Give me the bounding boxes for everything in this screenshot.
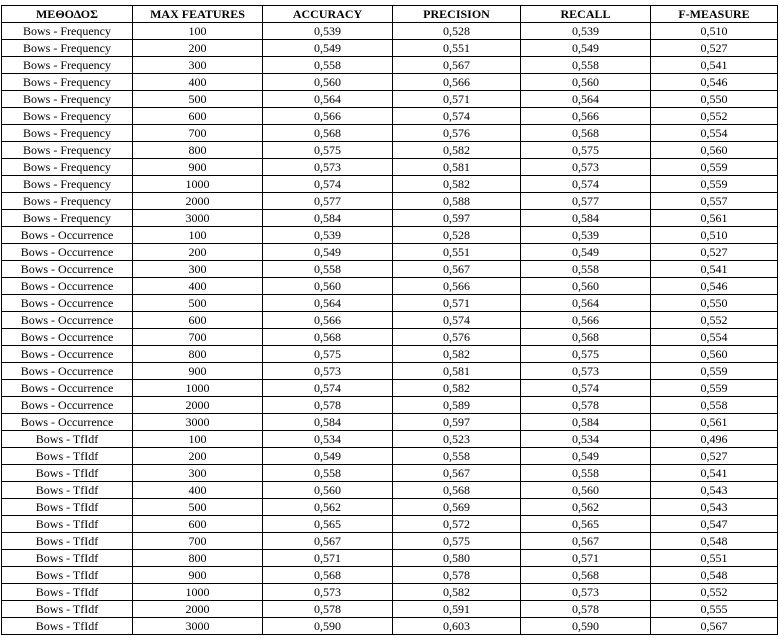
cell-precision: 0,571 [393, 91, 521, 108]
cell-recall: 0,573 [521, 159, 651, 176]
table-row [2, 346, 778, 363]
cell-accuracy: 0,539 [263, 227, 393, 244]
cell-method: Bows - Frequency [2, 125, 133, 142]
table-row [2, 550, 778, 567]
cell-accuracy: 0,573 [263, 584, 393, 601]
cell-recall: 0,566 [521, 108, 651, 125]
cell-f-measure: 0,547 [651, 516, 778, 533]
table-row [2, 210, 778, 227]
cell-f-measure: 0,560 [651, 346, 778, 363]
table-row [2, 584, 778, 601]
cell-max-features: 800 [133, 142, 263, 159]
cell-max-features: 3000 [133, 210, 263, 227]
cell-method: Bows - TfIdf [2, 516, 133, 533]
cell-f-measure: 0,552 [651, 584, 778, 601]
cell-precision: 0,582 [393, 380, 521, 397]
cell-accuracy: 0,575 [263, 346, 393, 363]
cell-recall: 0,565 [521, 516, 651, 533]
cell-accuracy: 0,564 [263, 295, 393, 312]
cell-accuracy: 0,571 [263, 550, 393, 567]
cell-precision: 0,591 [393, 601, 521, 618]
table-row [2, 57, 778, 74]
cell-recall: 0,578 [521, 397, 651, 414]
cell-f-measure: 0,527 [651, 448, 778, 465]
table-row [2, 40, 778, 57]
cell-max-features: 800 [133, 550, 263, 567]
cell-precision: 0,578 [393, 567, 521, 584]
cell-precision: 0,551 [393, 40, 521, 57]
cell-max-features: 500 [133, 91, 263, 108]
cell-accuracy: 0,560 [263, 74, 393, 91]
cell-accuracy: 0,568 [263, 567, 393, 584]
cell-f-measure: 0,559 [651, 176, 778, 193]
cell-recall: 0,584 [521, 210, 651, 227]
cell-accuracy: 0,574 [263, 176, 393, 193]
header-recall: RECALL [521, 6, 651, 23]
table-row [2, 227, 778, 244]
cell-max-features: 2000 [133, 397, 263, 414]
cell-max-features: 300 [133, 57, 263, 74]
cell-precision: 0,576 [393, 125, 521, 142]
cell-max-features: 100 [133, 227, 263, 244]
cell-precision: 0,551 [393, 244, 521, 261]
cell-f-measure: 0,559 [651, 380, 778, 397]
cell-precision: 0,582 [393, 142, 521, 159]
cell-method: Bows - Frequency [2, 159, 133, 176]
header-method: ΜΕΘΟΔΟΣ [2, 6, 133, 23]
cell-method: Bows - Occurrence [2, 295, 133, 312]
cell-accuracy: 0,562 [263, 499, 393, 516]
cell-recall: 0,560 [521, 278, 651, 295]
cell-recall: 0,560 [521, 74, 651, 91]
cell-method: Bows - Frequency [2, 23, 133, 40]
table-row [2, 380, 778, 397]
cell-max-features: 500 [133, 295, 263, 312]
cell-precision: 0,558 [393, 448, 521, 465]
table-row [2, 244, 778, 261]
table-row [2, 295, 778, 312]
cell-f-measure: 0,541 [651, 261, 778, 278]
cell-recall: 0,571 [521, 550, 651, 567]
cell-method: Bows - Frequency [2, 210, 133, 227]
cell-recall: 0,574 [521, 380, 651, 397]
cell-recall: 0,573 [521, 584, 651, 601]
cell-f-measure: 0,559 [651, 363, 778, 380]
cell-accuracy: 0,558 [263, 465, 393, 482]
cell-precision: 0,566 [393, 74, 521, 91]
cell-max-features: 1000 [133, 584, 263, 601]
cell-recall: 0,568 [521, 125, 651, 142]
table-row [2, 567, 778, 584]
cell-f-measure: 0,559 [651, 159, 778, 176]
cell-method: Bows - Frequency [2, 40, 133, 57]
cell-accuracy: 0,590 [263, 618, 393, 635]
cell-f-measure: 0,496 [651, 431, 778, 448]
cell-precision: 0,566 [393, 278, 521, 295]
results-table [1, 5, 778, 635]
cell-f-measure: 0,561 [651, 210, 778, 227]
cell-precision: 0,571 [393, 295, 521, 312]
cell-precision: 0,597 [393, 414, 521, 431]
cell-f-measure: 0,554 [651, 329, 778, 346]
cell-recall: 0,549 [521, 40, 651, 57]
cell-precision: 0,528 [393, 227, 521, 244]
cell-method: Bows - Occurrence [2, 346, 133, 363]
table-row [2, 261, 778, 278]
cell-recall: 0,539 [521, 23, 651, 40]
cell-max-features: 2000 [133, 601, 263, 618]
cell-precision: 0,603 [393, 618, 521, 635]
cell-f-measure: 0,546 [651, 278, 778, 295]
table-row [2, 533, 778, 550]
cell-f-measure: 0,554 [651, 125, 778, 142]
cell-f-measure: 0,548 [651, 533, 778, 550]
cell-method: Bows - Frequency [2, 74, 133, 91]
cell-accuracy: 0,560 [263, 482, 393, 499]
cell-recall: 0,573 [521, 363, 651, 380]
cell-max-features: 1000 [133, 380, 263, 397]
cell-max-features: 400 [133, 278, 263, 295]
cell-max-features: 800 [133, 346, 263, 363]
cell-precision: 0,582 [393, 584, 521, 601]
cell-recall: 0,590 [521, 618, 651, 635]
cell-f-measure: 0,541 [651, 57, 778, 74]
cell-f-measure: 0,557 [651, 193, 778, 210]
cell-precision: 0,567 [393, 261, 521, 278]
table-row [2, 278, 778, 295]
cell-recall: 0,568 [521, 567, 651, 584]
cell-max-features: 1000 [133, 176, 263, 193]
cell-accuracy: 0,549 [263, 448, 393, 465]
cell-f-measure: 0,541 [651, 465, 778, 482]
cell-accuracy: 0,568 [263, 125, 393, 142]
cell-f-measure: 0,543 [651, 482, 778, 499]
cell-accuracy: 0,584 [263, 210, 393, 227]
cell-f-measure: 0,561 [651, 414, 778, 431]
cell-recall: 0,549 [521, 448, 651, 465]
table-row [2, 23, 778, 40]
cell-recall: 0,560 [521, 482, 651, 499]
cell-method: Bows - TfIdf [2, 431, 133, 448]
cell-precision: 0,581 [393, 159, 521, 176]
cell-precision: 0,568 [393, 482, 521, 499]
cell-method: Bows - TfIdf [2, 533, 133, 550]
cell-accuracy: 0,568 [263, 329, 393, 346]
cell-precision: 0,574 [393, 312, 521, 329]
cell-method: Bows - TfIdf [2, 601, 133, 618]
cell-accuracy: 0,575 [263, 142, 393, 159]
cell-method: Bows - TfIdf [2, 448, 133, 465]
table-row [2, 312, 778, 329]
cell-f-measure: 0,550 [651, 295, 778, 312]
cell-method: Bows - Occurrence [2, 227, 133, 244]
cell-recall: 0,578 [521, 601, 651, 618]
cell-precision: 0,597 [393, 210, 521, 227]
table-row [2, 482, 778, 499]
cell-f-measure: 0,550 [651, 91, 778, 108]
cell-recall: 0,539 [521, 227, 651, 244]
table-row [2, 363, 778, 380]
header-f-measure: F-MEASURE [651, 6, 778, 23]
cell-accuracy: 0,565 [263, 516, 393, 533]
table-row [2, 125, 778, 142]
cell-f-measure: 0,552 [651, 108, 778, 125]
cell-recall: 0,584 [521, 414, 651, 431]
cell-accuracy: 0,534 [263, 431, 393, 448]
cell-method: Bows - Frequency [2, 142, 133, 159]
cell-precision: 0,582 [393, 176, 521, 193]
table-row [2, 159, 778, 176]
cell-f-measure: 0,510 [651, 23, 778, 40]
cell-max-features: 600 [133, 108, 263, 125]
cell-f-measure: 0,546 [651, 74, 778, 91]
cell-max-features: 600 [133, 516, 263, 533]
cell-method: Bows - Frequency [2, 176, 133, 193]
cell-max-features: 2000 [133, 193, 263, 210]
cell-precision: 0,567 [393, 465, 521, 482]
cell-accuracy: 0,577 [263, 193, 393, 210]
cell-recall: 0,575 [521, 142, 651, 159]
cell-max-features: 400 [133, 74, 263, 91]
cell-recall: 0,575 [521, 346, 651, 363]
cell-recall: 0,534 [521, 431, 651, 448]
cell-method: Bows - Occurrence [2, 329, 133, 346]
cell-f-measure: 0,552 [651, 312, 778, 329]
cell-max-features: 400 [133, 482, 263, 499]
cell-precision: 0,581 [393, 363, 521, 380]
cell-max-features: 900 [133, 159, 263, 176]
table-row [2, 618, 778, 635]
cell-f-measure: 0,548 [651, 567, 778, 584]
cell-max-features: 700 [133, 329, 263, 346]
cell-max-features: 600 [133, 312, 263, 329]
header-accuracy: ACCURACY [263, 6, 393, 23]
cell-recall: 0,558 [521, 465, 651, 482]
cell-precision: 0,572 [393, 516, 521, 533]
cell-method: Bows - Frequency [2, 108, 133, 125]
header-max-features: MAX FEATURES [133, 6, 263, 23]
cell-accuracy: 0,560 [263, 278, 393, 295]
cell-max-features: 900 [133, 363, 263, 380]
cell-recall: 0,574 [521, 176, 651, 193]
table-row [2, 142, 778, 159]
cell-max-features: 300 [133, 261, 263, 278]
cell-max-features: 3000 [133, 414, 263, 431]
cell-method: Bows - Occurrence [2, 278, 133, 295]
cell-precision: 0,582 [393, 346, 521, 363]
cell-recall: 0,558 [521, 57, 651, 74]
cell-recall: 0,564 [521, 295, 651, 312]
table-row [2, 414, 778, 431]
table-row [2, 74, 778, 91]
cell-accuracy: 0,549 [263, 40, 393, 57]
table-row [2, 465, 778, 482]
cell-method: Bows - Frequency [2, 91, 133, 108]
cell-accuracy: 0,573 [263, 159, 393, 176]
cell-accuracy: 0,573 [263, 363, 393, 380]
cell-method: Bows - Frequency [2, 193, 133, 210]
cell-precision: 0,528 [393, 23, 521, 40]
cell-method: Bows - Occurrence [2, 261, 133, 278]
cell-f-measure: 0,555 [651, 601, 778, 618]
cell-precision: 0,588 [393, 193, 521, 210]
cell-max-features: 700 [133, 125, 263, 142]
cell-max-features: 300 [133, 465, 263, 482]
cell-max-features: 700 [133, 533, 263, 550]
cell-method: Bows - TfIdf [2, 465, 133, 482]
cell-method: Bows - TfIdf [2, 482, 133, 499]
cell-precision: 0,580 [393, 550, 521, 567]
cell-accuracy: 0,566 [263, 312, 393, 329]
cell-recall: 0,558 [521, 261, 651, 278]
cell-f-measure: 0,551 [651, 550, 778, 567]
table-row [2, 448, 778, 465]
cell-accuracy: 0,578 [263, 397, 393, 414]
cell-accuracy: 0,558 [263, 261, 393, 278]
cell-recall: 0,564 [521, 91, 651, 108]
cell-f-measure: 0,527 [651, 40, 778, 57]
cell-method: Bows - TfIdf [2, 584, 133, 601]
table-row [2, 329, 778, 346]
cell-accuracy: 0,549 [263, 244, 393, 261]
cell-recall: 0,549 [521, 244, 651, 261]
cell-accuracy: 0,584 [263, 414, 393, 431]
cell-precision: 0,523 [393, 431, 521, 448]
cell-recall: 0,566 [521, 312, 651, 329]
cell-accuracy: 0,539 [263, 23, 393, 40]
cell-method: Bows - Occurrence [2, 312, 133, 329]
header-precision: PRECISION [393, 6, 521, 23]
cell-max-features: 100 [133, 431, 263, 448]
cell-precision: 0,589 [393, 397, 521, 414]
cell-precision: 0,576 [393, 329, 521, 346]
cell-f-measure: 0,510 [651, 227, 778, 244]
cell-recall: 0,562 [521, 499, 651, 516]
cell-max-features: 3000 [133, 618, 263, 635]
cell-method: Bows - TfIdf [2, 550, 133, 567]
cell-accuracy: 0,566 [263, 108, 393, 125]
cell-precision: 0,567 [393, 57, 521, 74]
cell-accuracy: 0,574 [263, 380, 393, 397]
cell-accuracy: 0,578 [263, 601, 393, 618]
cell-recall: 0,577 [521, 193, 651, 210]
table-row [2, 108, 778, 125]
header-row [2, 6, 778, 23]
cell-max-features: 900 [133, 567, 263, 584]
cell-f-measure: 0,543 [651, 499, 778, 516]
cell-method: Bows - TfIdf [2, 567, 133, 584]
table-header [2, 6, 778, 23]
cell-precision: 0,569 [393, 499, 521, 516]
cell-f-measure: 0,560 [651, 142, 778, 159]
cell-method: Bows - TfIdf [2, 618, 133, 635]
cell-f-measure: 0,527 [651, 244, 778, 261]
cell-max-features: 100 [133, 23, 263, 40]
cell-max-features: 200 [133, 244, 263, 261]
cell-recall: 0,568 [521, 329, 651, 346]
table-row [2, 193, 778, 210]
table-row [2, 91, 778, 108]
cell-recall: 0,567 [521, 533, 651, 550]
cell-accuracy: 0,567 [263, 533, 393, 550]
cell-max-features: 200 [133, 40, 263, 57]
cell-precision: 0,574 [393, 108, 521, 125]
cell-method: Bows - Occurrence [2, 414, 133, 431]
cell-method: Bows - Occurrence [2, 380, 133, 397]
cell-method: Bows - Occurrence [2, 363, 133, 380]
table-row [2, 499, 778, 516]
table-row [2, 431, 778, 448]
cell-max-features: 200 [133, 448, 263, 465]
cell-f-measure: 0,567 [651, 618, 778, 635]
table-row [2, 516, 778, 533]
cell-accuracy: 0,564 [263, 91, 393, 108]
table-body [2, 23, 778, 635]
table-row [2, 397, 778, 414]
cell-method: Bows - Frequency [2, 57, 133, 74]
cell-method: Bows - TfIdf [2, 499, 133, 516]
cell-f-measure: 0,558 [651, 397, 778, 414]
cell-precision: 0,575 [393, 533, 521, 550]
cell-max-features: 500 [133, 499, 263, 516]
table-row [2, 176, 778, 193]
cell-method: Bows - Occurrence [2, 397, 133, 414]
cell-accuracy: 0,558 [263, 57, 393, 74]
table-row [2, 601, 778, 618]
cell-method: Bows - Occurrence [2, 244, 133, 261]
